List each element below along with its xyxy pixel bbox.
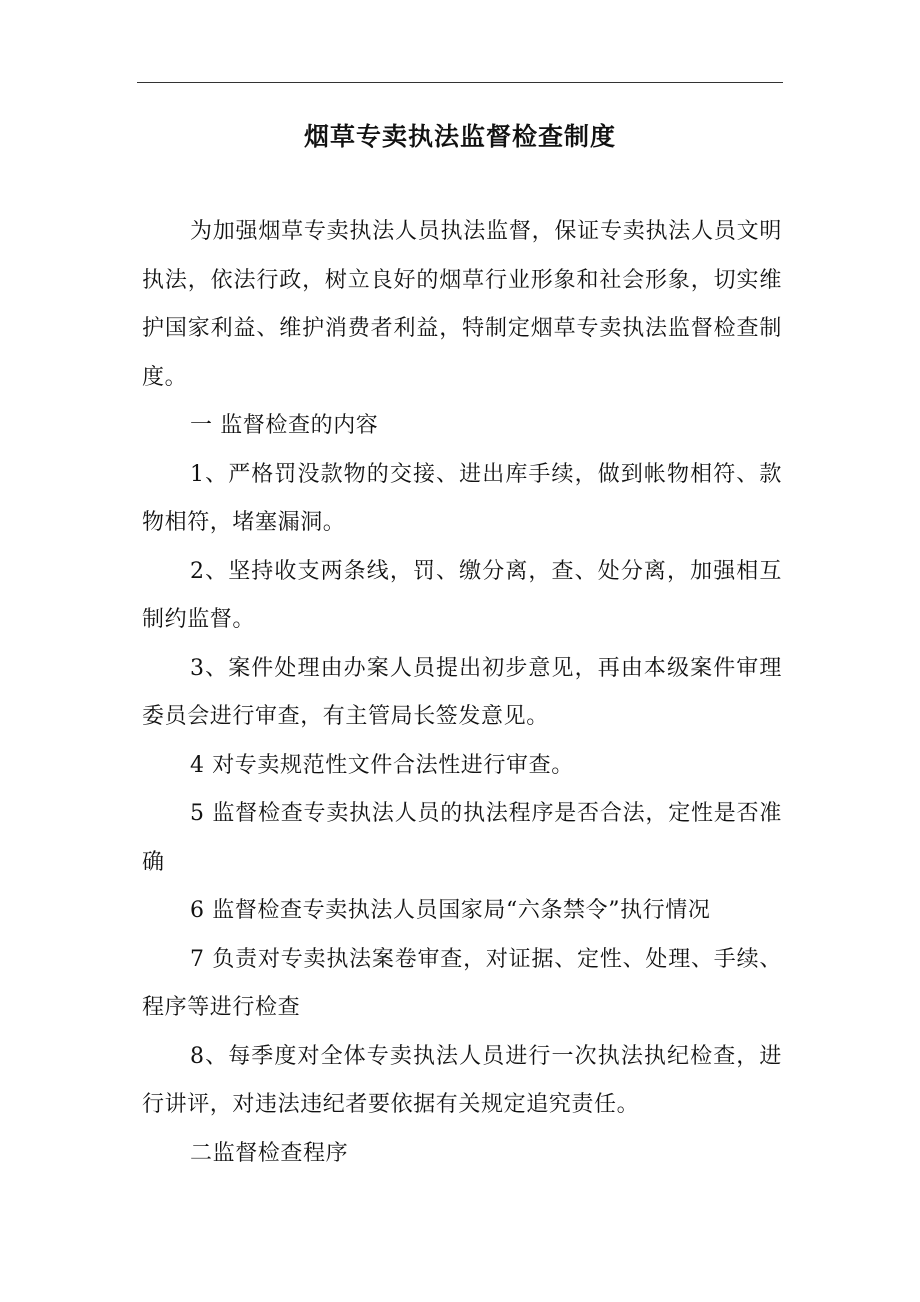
document-body [142, 208, 782, 1178]
list-item-3: 3、案件处理由办案人员提出初步意见，再由本级案件审理委员会进行审查，有主管局长签发意见。 [142, 655, 782, 729]
section-heading-procedure: 二监督检查程序 [190, 1140, 349, 1166]
document-title: 烟草专卖执法监督检查制度 [303, 122, 616, 151]
paragraph-intro: 为加强烟草专卖执法人员执法监督，保证专卖执法人员文明执法，依法行政，树立良好的烟草行业形象和社会形象，切实维护国家利益、维护消费者利益，特制定烟草专卖执法监督检查制度。 [142, 219, 782, 390]
list-item-8: 8、每季度对全体专卖执法人员进行一次执法执纪检查，进行讲评，对违法违纪者要依据有关规定追究责任。 [142, 1043, 782, 1117]
list-item-5: 5 监督检查专卖执法人员的执法程序是否合法，定性是否准确 [142, 801, 782, 875]
list-item-1: 1、严格罚没款物的交接、进出库手续，做到帐物相符、款物相符，堵塞漏洞。 [142, 461, 782, 535]
section-heading-content: 一 监督检查的内容 [190, 413, 379, 438]
header-rule [137, 82, 783, 83]
list-item-6: 6 监督检查专卖执法人员国家局“六条禁令”执行情况 [190, 898, 711, 923]
list-item-7: 7 负责对专卖执法案卷审查，对证据、定性、处理、手续、程序等进行检查 [142, 946, 782, 1020]
list-item-4: 4 对专卖规范性文件合法性进行审查。 [190, 752, 574, 778]
list-item-2: 2、坚持收支两条线，罚、缴分离，查、处分离，加强相互制约监督。 [142, 558, 782, 632]
